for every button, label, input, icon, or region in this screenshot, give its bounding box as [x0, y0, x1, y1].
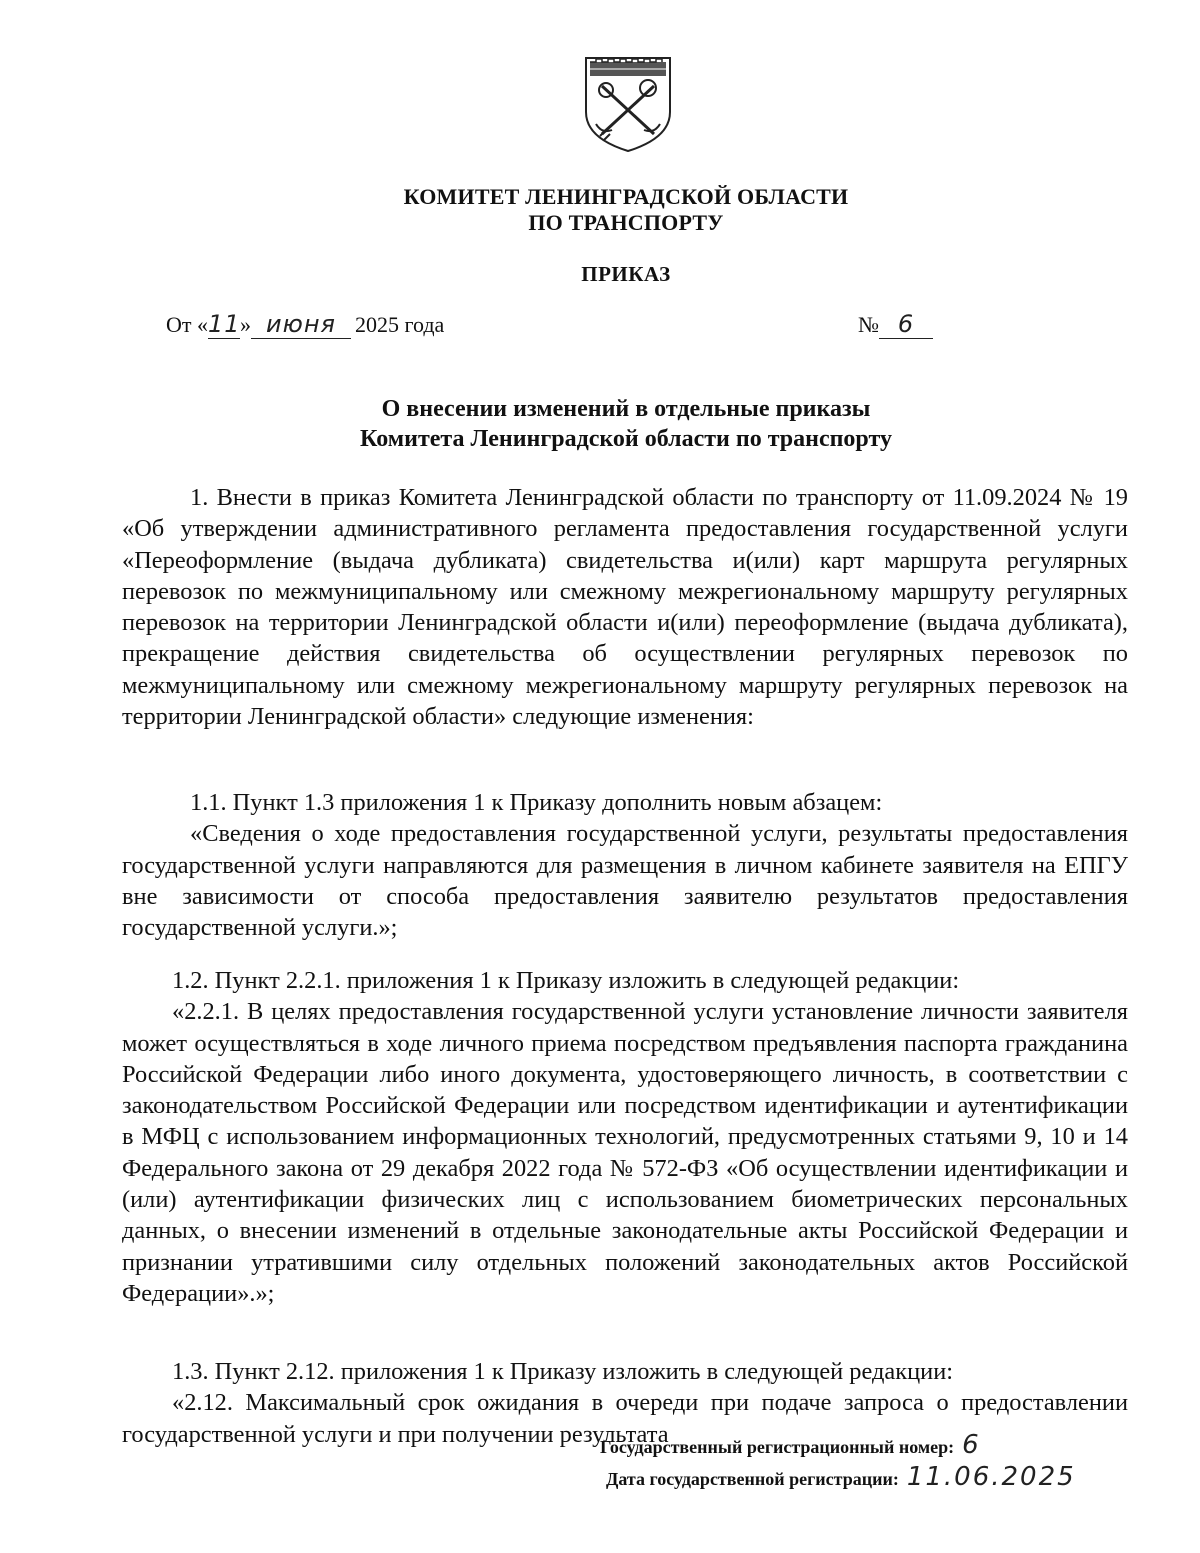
- org-name-line2: ПО ТРАНСПОРТУ: [528, 210, 724, 235]
- registration-number-value: 6: [962, 1430, 981, 1460]
- registration-number-label: Государственный регистрационный номер:: [600, 1437, 955, 1457]
- paragraph-1-3-text: «2.12. Максимальный срок ожидания в очереди при подаче запроса о предоставлении государственной услуги и при получении результата: [122, 1389, 1128, 1448]
- org-name-line1: КОМИТЕТ ЛЕНИНГРАДСКОЙ ОБЛАСТИ: [403, 184, 849, 209]
- paragraph-1-3-heading: 1.3. Пункт 2.12. приложения 1 к Приказу изложить в следующей редакции:: [172, 1358, 954, 1385]
- paragraph-1-1: [122, 787, 1128, 943]
- paragraph-1-1-text: «Сведения о ходе предоставления государственной услуги, результаты предоставления государственной услуги направляются для размещения в личном кабинете заявителя на ЕПГУ вне зависимости от способа предоставления заявителю результатов предоставления государственной услуги.»;: [122, 820, 1128, 942]
- date-month: июня: [251, 310, 351, 339]
- document-number: [858, 310, 933, 339]
- date-mid: »: [240, 312, 252, 337]
- subject-line2: Комитета Ленинградской области по транспорту: [360, 426, 892, 452]
- document-type: ПРИКАЗ: [581, 262, 671, 286]
- date-year: 2025 года: [355, 312, 445, 337]
- registration-number: [600, 1430, 981, 1460]
- paragraph-1: 1. Внести в приказ Комитета Ленинградской области по транспорту от 11.09.2024 № 19 «Об утверждении административного регламента предоставления государственной услуги «Переоформление (выдача дубликата) свидетельства и(или) карт маршрута регулярных перевозок по межмуниципальному или смежному межрегиональному маршруту регулярных перевозок на территории Ленинградской области и(или) переоформление (выдача дубликата), прекращение действия свидетельства об осуществлении регулярных перевозок по межмуниципальному или смежному межрегиональному маршруту регулярных перевозок на территории Ленинградской области» следующие изменения:: [122, 484, 1128, 731]
- document-date: [166, 310, 444, 339]
- subject-line1: О внесении изменений в отдельные приказы: [381, 396, 871, 422]
- number-value: 6: [879, 310, 933, 339]
- paragraph-1-2: [122, 965, 1128, 1309]
- registration-date-label: Дата государственной регистрации:: [606, 1469, 899, 1489]
- paragraph-1-1-heading: 1.1. Пункт 1.3 приложения 1 к Приказу дополнить новым абзацем:: [190, 789, 883, 816]
- date-prefix: От «: [166, 312, 209, 337]
- registration-date: [606, 1462, 1076, 1492]
- paragraph-1-2-text: «2.2.1. В целях предоставления государственной услуги установление личности заявителя может осуществляться в ходе личного приема посредством предъявления паспорта гражданина Российской Федерации либо иного документа, удостоверяющего личность, в соответствии с законодательством Российской Федерации или посредством идентификации и аутентификации в МФЦ с использованием информационных технологий, предусмотренных статьями 9, 10 и 14 Федерального закона от 29 декабря 2022 года № 572-ФЗ «Об осуществлении идентификации и (или) аутентификации физических лиц с использованием биометрических персональных данных, о внесении изменений в отдельные законодательные акты Российской Федерации и признании утратившими силу отдельных положений законодательных актов Российской Федерации».»;: [122, 998, 1128, 1307]
- number-label: №: [858, 312, 879, 337]
- coat-of-arms-icon: [582, 54, 674, 154]
- date-day: 11: [208, 310, 241, 338]
- paragraph-1-2-heading: 1.2. Пункт 2.2.1. приложения 1 к Приказу изложить в следующей редакции:: [172, 967, 960, 994]
- registration-date-value: 11.06.2025: [906, 1462, 1076, 1492]
